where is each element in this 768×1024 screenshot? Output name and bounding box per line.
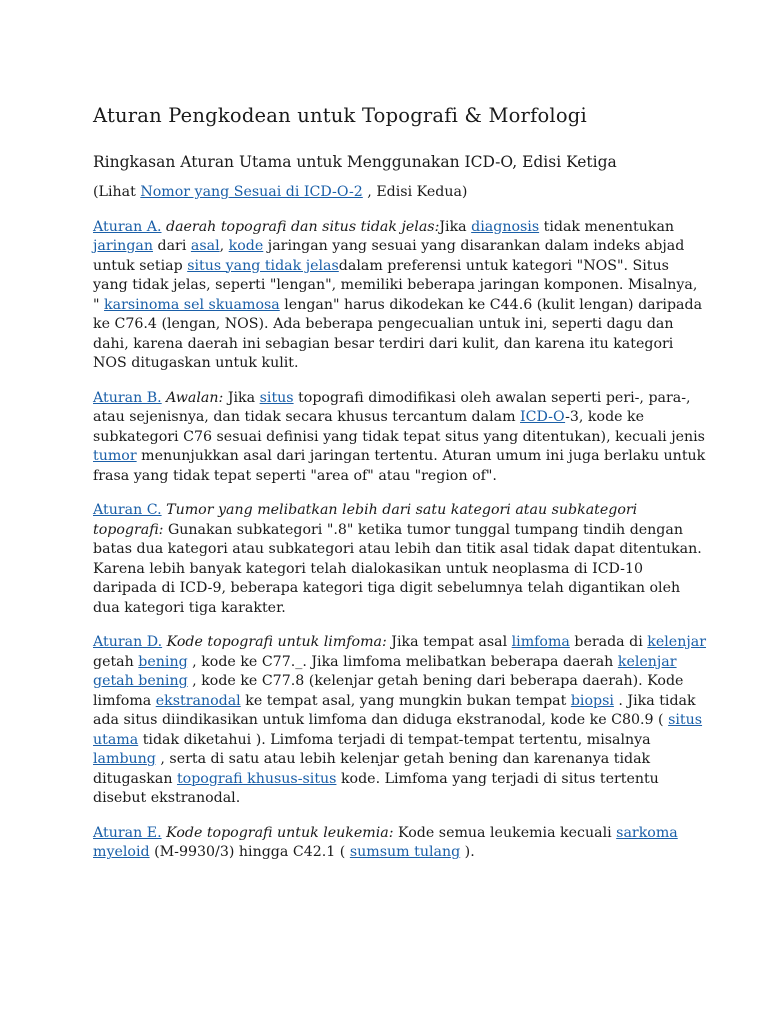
rule-a-text: jaringan yang sesuai yang disarankan dalam indeks abjad untuk setiap [93,238,685,274]
link-icd-o[interactable]: ICD-O [520,409,566,425]
page-subtitle: Ringkasan Aturan Utama untuk Menggunakan ICD-O, Edisi Ketiga [93,153,617,171]
rule-d-text: berada di [569,634,648,650]
link-topografi-khusus-situs[interactable]: topografi khusus-situs [176,770,337,787]
rule-e-paragraph [93,824,708,863]
rule-a-text: dari [153,238,191,254]
link-situs[interactable]: situs [259,389,294,406]
rule-e-heading: Kode topografi untuk leukemia: [161,824,394,841]
rule-c-paragraph [93,501,708,618]
rule-d-text: , kode ke C77._. Jika limfoma melibatkan beberapa daerah [187,653,618,670]
link-jaringan[interactable]: jaringan [93,238,153,254]
link-sarkoma-myeloid[interactable]: sarkoma myeloid [93,824,678,860]
rule-c-text: Gunakan subkategori ".8" ketika tumor tunggal tumpang tindih dengan batas dua kategori atau subkategori atau lebih dan titik asal tidak dapat ditentukan. Karena lebih banyak kategori telah dialokasikan untuk neoplasma di ICD-10 daripada di ICD-9, beberapa kategori tiga digit sebelumnya telah digantikan oleh dua kategori tiga karakter. [93,521,702,616]
rule-d-text: ke tempat asal, yang mungkin bukan tempat [240,692,571,709]
link-limfoma[interactable]: limfoma [511,634,570,650]
rule-d-heading: Kode topografi untuk limfoma: [162,634,387,650]
rule-a-paragraph [93,218,708,374]
link-rule-a[interactable]: Aturan A. [93,218,162,235]
rule-b-text: -3, kode ke subkategori C76 sesuai definisi yang tidak tepat situs yang ditentukan), kecuali jenis [93,409,705,445]
rule-a-text: , [219,238,229,254]
rule-a-heading: daerah topografi dan situs tidak jelas: [161,218,440,235]
link-kelenjar-getah-bening[interactable]: kelenjar getah bening [93,653,677,689]
rule-d-text: Jika tempat asal [386,634,512,650]
link-lambung[interactable]: lambung [93,751,156,767]
rule-a-text: tidak menentukan [539,218,675,235]
page-title: Aturan Pengkodean untuk Topografi & Morfologi [93,104,587,127]
rule-b-text: Jika [223,389,260,406]
rule-d-text: , serta di satu atau lebih kelenjar getah bening dan karenanya tidak ditugaskan [93,751,651,787]
rule-b-heading: Awalan: [161,389,224,406]
rule-d-text: , kode ke C77.8 (kelenjar getah bening dari beberapa daerah). Kode limfoma [93,673,684,709]
rule-b-text: topografi dimodifikasi oleh awalan seperti peri-, para-, atau sejenisnya, dan tidak secara khusus tercantum dalam [93,389,691,425]
link-tumor[interactable]: tumor [93,448,137,464]
link-kode[interactable]: kode [228,238,264,254]
link-rule-d[interactable]: Aturan D. [93,634,163,650]
link-situs-tidak-jelas[interactable]: situs yang tidak jelas [187,257,339,274]
rule-e-text: (M-9930/3) hingga C42.1 ( [149,844,350,860]
rule-c-heading: Tumor yang melibatkan lebih dari satu kategori atau subkategori topografi: [93,502,638,538]
link-diagnosis[interactable]: diagnosis [471,218,540,235]
link-asal[interactable]: asal [190,238,220,254]
link-karsinoma-sel-skuamosa[interactable]: karsinoma sel skuamosa [104,296,280,313]
link-bening[interactable]: bening [138,653,188,670]
rule-d-text: kode. Limfoma yang terjadi di situs tertentu disebut ekstranodal. [93,770,659,806]
link-rule-b[interactable]: Aturan B. [93,389,162,406]
rule-d-text: . Jika tidak ada situs diindikasikan untuk limfoma dan diduga ekstranodal, kode ke C80.9 ( [93,692,696,728]
link-icd-o-2[interactable]: Nomor yang Sesuai di ICD-O-2 [140,184,363,200]
rule-d-text: tidak diketahui ). Limfoma terjadi di tempat-tempat tertentu, misalnya [138,731,651,748]
rule-b-paragraph [93,389,708,487]
intro-text: (Lihat [93,184,141,200]
rule-d-text: getah [93,653,139,670]
rule-e-text: Kode semua leukemia kecuali [393,824,617,841]
link-situs-utama[interactable]: situs utama [93,712,703,748]
rule-e-text: ). [460,844,475,860]
rule-a-text: Jika [439,218,472,235]
rule-a-text: lengan" harus dikodekan ke C44.6 (kulit lengan) daripada ke C76.4 (lengan, NOS). Ada beberapa pengecualian untuk ini, seperti dagu dan dahi, karena daerah ini sebagian besar terdiri dari kulit, dan karena itu kategori NOS ditugaskan untuk kulit. [93,296,703,371]
link-kelenjar[interactable]: kelenjar [647,634,706,650]
link-rule-c[interactable]: Aturan C. [93,502,162,518]
link-ekstranodal[interactable]: ekstranodal [155,692,241,709]
intro-text: , Edisi Kedua) [362,184,468,200]
rule-b-text: menunjukkan asal dari jaringan tertentu. Aturan umum ini juga berlaku untuk frasa yang tidak tepat seperti "area of" atau "region of". [93,448,706,484]
rule-d-paragraph [93,633,708,809]
link-biopsi[interactable]: biopsi [570,692,614,709]
rule-a-text: dalam preferensi untuk kategori "NOS". Situs yang tidak jelas, seperti "lengan", memiliki beberapa jaringan komponen. Misalnya, " [93,257,698,313]
intro-paragraph [93,183,708,203]
link-rule-e[interactable]: Aturan E. [93,824,162,841]
link-sumsum-tulang[interactable]: sumsum tulang [349,844,461,860]
